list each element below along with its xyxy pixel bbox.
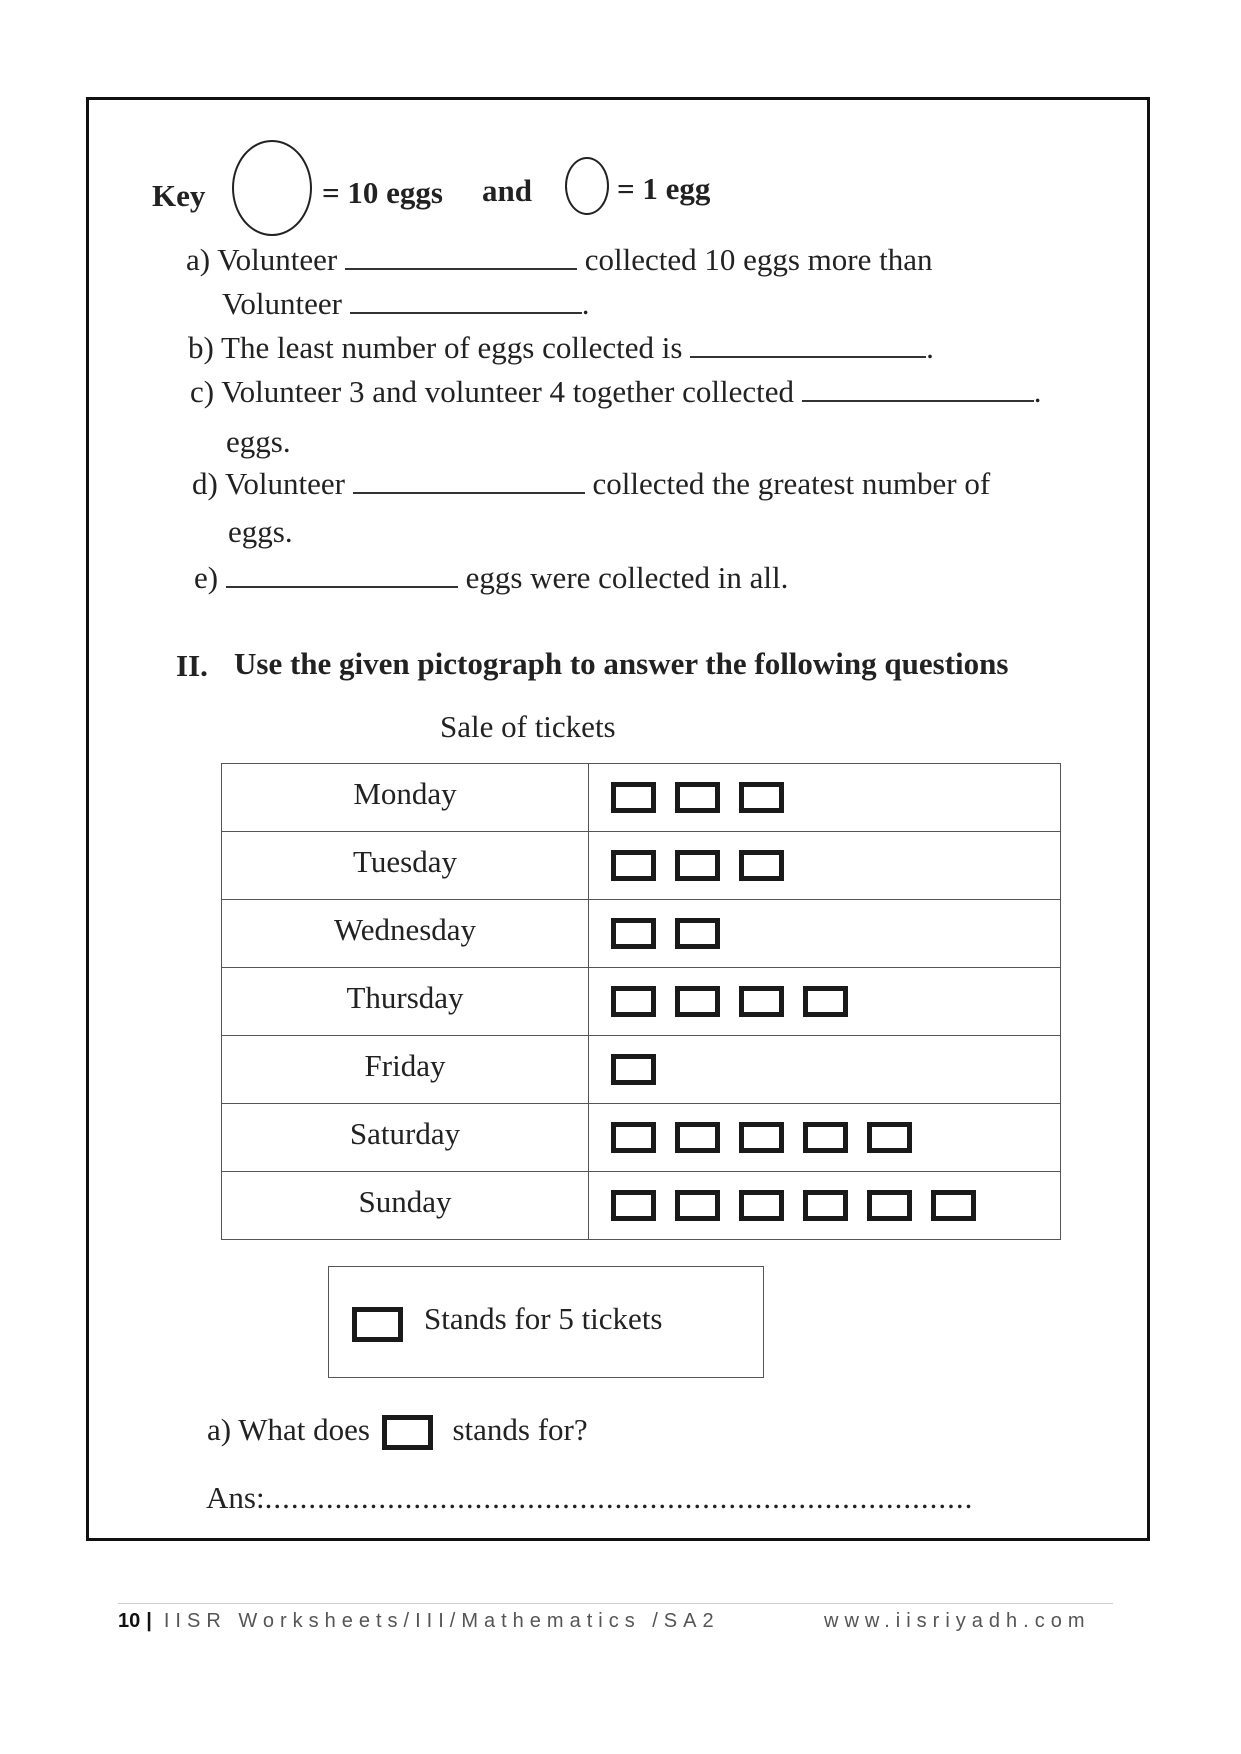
- pictograph-icons: [589, 968, 1061, 1036]
- big-egg-value: = 10 eggs: [322, 175, 443, 210]
- ticket-icon: [382, 1415, 433, 1450]
- pictograph-day: Sunday: [222, 1172, 589, 1240]
- ticket-icon: [675, 986, 720, 1017]
- ticket-icon: [739, 1122, 784, 1153]
- ticket-icon: [611, 850, 656, 881]
- pictograph-key: [328, 1266, 764, 1378]
- ticket-icon: [803, 986, 848, 1017]
- key-label: Key: [152, 178, 206, 213]
- ticket-icon: [675, 782, 720, 813]
- ticket-icon: [931, 1190, 976, 1221]
- question-b: b) The least number of eggs collected is .: [188, 330, 934, 365]
- pictograph-day: Friday: [222, 1036, 589, 1104]
- answer-blank[interactable]: [353, 488, 585, 494]
- ticket-icon: [675, 1122, 720, 1153]
- question-a-line1: a) Volunteer collected 10 eggs more than: [186, 242, 933, 277]
- ticket-icon: [352, 1307, 403, 1342]
- question-a-line2: Volunteer .: [222, 286, 590, 321]
- pictograph-day: Saturday: [222, 1104, 589, 1172]
- pictograph-icons: [589, 1036, 1061, 1104]
- answer-line: Ans:.................................................................................: [206, 1480, 974, 1515]
- pictograph-row: [222, 832, 1061, 900]
- ticket-icon: [675, 1190, 720, 1221]
- small-egg-icon: [565, 157, 609, 215]
- footer-divider: [118, 1603, 1113, 1604]
- ticket-icon: [739, 1190, 784, 1221]
- footer-left: [118, 1610, 720, 1633]
- answer-blank[interactable]: [690, 352, 926, 358]
- pictograph-table: [221, 763, 1061, 1240]
- section-number: II.: [176, 648, 208, 683]
- question-d-line2: eggs.: [228, 514, 293, 549]
- worksheet-id: IISR Worksheets/III/Mathematics /SA2: [163, 1610, 720, 1632]
- ticket-icon: [867, 1190, 912, 1221]
- page-number: 10: [118, 1610, 141, 1632]
- pictograph-row: [222, 900, 1061, 968]
- pictograph-day: Thursday: [222, 968, 589, 1036]
- key-text: Stands for 5 tickets: [424, 1301, 663, 1336]
- pictograph-day: Monday: [222, 764, 589, 832]
- pictograph-day: Wednesday: [222, 900, 589, 968]
- answer-blank[interactable]: [345, 264, 577, 270]
- pictograph-day: Tuesday: [222, 832, 589, 900]
- question-c: c) Volunteer 3 and volunteer 4 together collected .: [190, 374, 1042, 409]
- ticket-icon: [611, 1190, 656, 1221]
- ticket-icon: [803, 1190, 848, 1221]
- answer-blank[interactable]: [802, 396, 1034, 402]
- pictograph-row: [222, 1104, 1061, 1172]
- big-egg-icon: [232, 140, 312, 236]
- ticket-icon: [611, 782, 656, 813]
- section-heading: Use the given pictograph to answer the following questions: [234, 646, 1009, 681]
- answer-blank[interactable]: [350, 308, 582, 314]
- footer-separator: |: [146, 1610, 158, 1632]
- question-c-line2: eggs.: [226, 424, 291, 459]
- pictograph-title: Sale of tickets: [440, 709, 616, 744]
- pictograph-row: [222, 968, 1061, 1036]
- ticket-icon: [739, 850, 784, 881]
- ticket-icon: [739, 986, 784, 1017]
- pictograph-row: [222, 1172, 1061, 1240]
- question-ii-a: a) What does stands for?: [207, 1412, 588, 1450]
- answer-dots[interactable]: .................................................................................: [264, 1480, 974, 1515]
- answer-blank[interactable]: [226, 582, 458, 588]
- pictograph-icons: [589, 832, 1061, 900]
- ticket-icon: [611, 918, 656, 949]
- ticket-icon: [611, 1122, 656, 1153]
- pictograph-row: [222, 764, 1061, 832]
- pictograph-icons: [589, 764, 1061, 832]
- ticket-icon: [803, 1122, 848, 1153]
- question-e: e) eggs were collected in all.: [194, 560, 789, 595]
- ticket-icon: [739, 782, 784, 813]
- pictograph-row: [222, 1036, 1061, 1104]
- question-d: d) Volunteer collected the greatest number of: [192, 466, 991, 501]
- pictograph-icons: [589, 900, 1061, 968]
- footer-website: www.iisriyadh.com: [824, 1610, 1091, 1632]
- key-and: and: [482, 173, 532, 208]
- ticket-icon: [611, 986, 656, 1017]
- small-egg-value: = 1 egg: [617, 171, 711, 206]
- pictograph-icons: [589, 1172, 1061, 1240]
- ticket-icon: [675, 850, 720, 881]
- ticket-icon: [675, 918, 720, 949]
- ticket-icon: [867, 1122, 912, 1153]
- ticket-icon: [611, 1054, 656, 1085]
- pictograph-icons: [589, 1104, 1061, 1172]
